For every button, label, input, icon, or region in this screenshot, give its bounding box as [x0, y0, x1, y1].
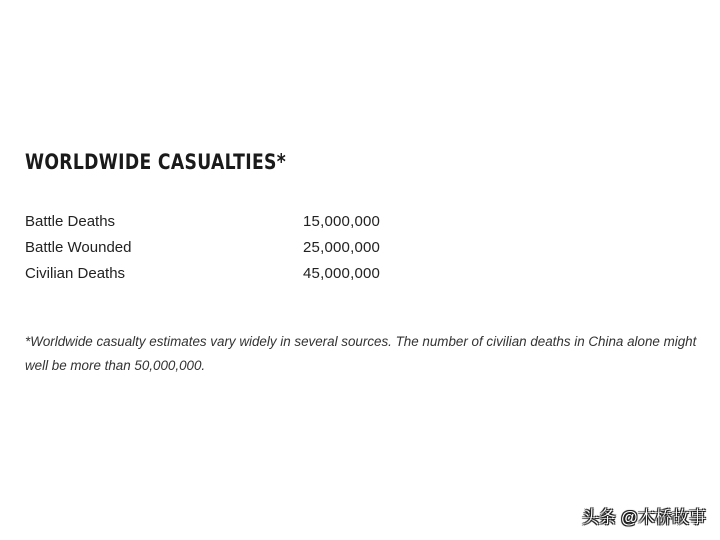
row-value-civilian-deaths: 45,000,000 [303, 265, 381, 282]
footnote: *Worldwide casualty estimates vary widely in several sources. The number of civilian deaths in China alone might well be more than 50,000,000. [25, 334, 697, 373]
row-value-battle-wounded: 25,000,000 [303, 239, 381, 256]
row-label-civilian-deaths: Civilian Deaths [25, 265, 126, 282]
casualty-table [25, 210, 445, 288]
table-row [25, 236, 445, 262]
page-title: WORLDWIDE CASUALTIES* [25, 150, 287, 174]
row-label-battle-wounded: Battle Wounded [25, 239, 132, 256]
row-label-battle-deaths: Battle Deaths [25, 213, 116, 230]
table-row [25, 262, 445, 288]
row-value-battle-deaths: 15,000,000 [303, 213, 381, 230]
table-row [25, 210, 445, 236]
watermark: 头条 @木桥故事 [582, 508, 706, 527]
